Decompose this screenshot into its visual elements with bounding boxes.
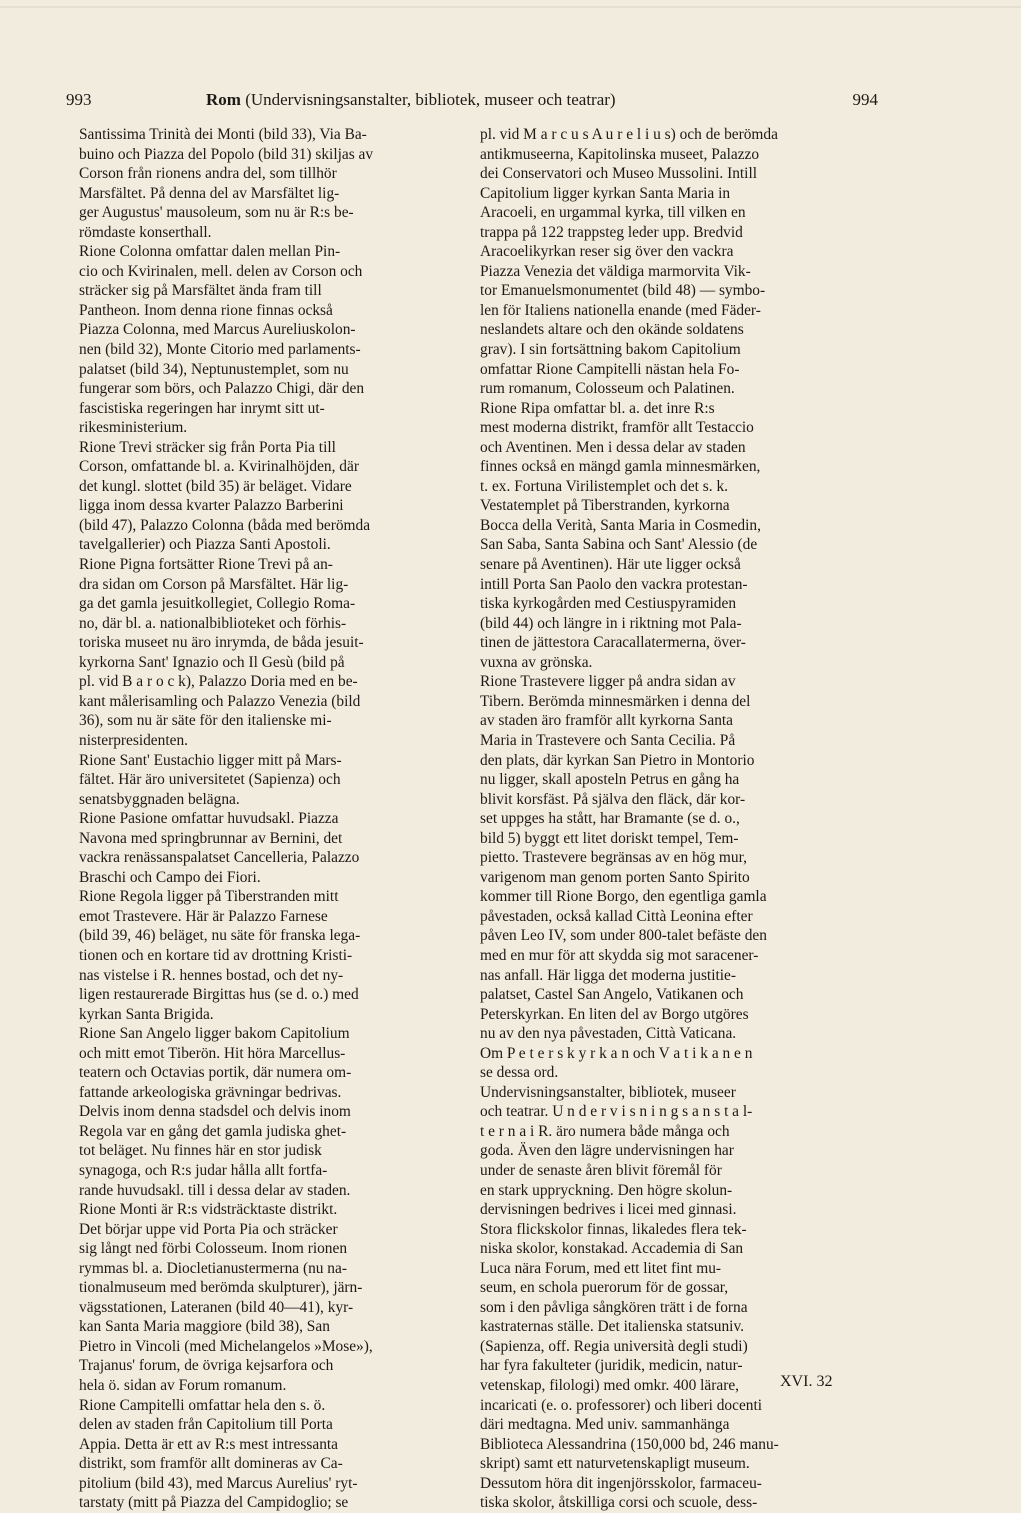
text-line: påvestaden, också kallad Città Leonina efter bbox=[480, 907, 753, 925]
text-line: nas vistelse i R. hennes bostad, och det ny- bbox=[79, 966, 344, 984]
text-line: Det börjar uppe vid Porta Pia och sträcker bbox=[79, 1220, 338, 1238]
text-line: dra sidan om Corson på Marsfältet. Här lig- bbox=[79, 575, 349, 593]
page-top-edge bbox=[0, 6, 1021, 8]
text-line: intill Porta San Paolo den vackra protestan- bbox=[480, 575, 748, 593]
text-line: Vestatemplet på Tiberstranden, kyrkorna bbox=[480, 497, 730, 515]
text-line: dei Conservatori och Museo Mussolini. Intill bbox=[480, 165, 758, 183]
text-line: 36), som nu är säte för den italienske mi- bbox=[79, 712, 332, 730]
text-line: nu ligger, skall aposteln Petrus en gång ha bbox=[480, 771, 740, 789]
text-line: kant målerisamling och Palazzo Venezia (bild bbox=[79, 692, 361, 710]
text-line: tavelgallerier) och Piazza Santi Apostoli. bbox=[79, 536, 331, 554]
text-line: goda. Även den lägre undervisningen har bbox=[480, 1142, 734, 1160]
text-line: Piazza Venezia det väldiga marmorvita Vik- bbox=[480, 262, 751, 280]
text-line: av staden äro framför allt kyrkorna Santa bbox=[480, 712, 733, 730]
text-line: bild 5) byggt ett litet doriskt tempel, Tem- bbox=[480, 829, 739, 847]
text-line: vackra renässanspalatset Cancelleria, Palazzo bbox=[79, 849, 360, 867]
text-line: seum, en schola puerorum för de gossar, bbox=[480, 1279, 729, 1297]
text-line: se dessa ord. bbox=[480, 1064, 559, 1082]
text-line: rymmas bl. a. Diocletianustermerna (nu na- bbox=[79, 1259, 347, 1277]
text-line: (bild 39, 46) beläget, nu säte för franska lega- bbox=[79, 927, 361, 945]
text-line: teatern och Octavias portik, där numera om- bbox=[79, 1064, 352, 1082]
text-line: Appia. Detta är ett av R:s mest intressanta bbox=[79, 1435, 339, 1453]
page-number-right: 994 bbox=[852, 90, 878, 109]
text-line: delen av staden från Capitolium till Porta bbox=[79, 1416, 333, 1434]
text-line: antikmuseerna, Kapitolinska museet, Palazzo bbox=[480, 145, 760, 163]
text-line: fattande arkeologiska grävningar bedrivas. bbox=[79, 1083, 342, 1101]
text-line: Rione Trastevere ligger på andra sidan av bbox=[480, 673, 736, 691]
text-line: Tibern. Berömda minnesmärken i denna del bbox=[480, 692, 751, 710]
text-line: det kungl. slottet (bild 35) är beläget. Vidare bbox=[79, 477, 352, 495]
text-line: Aracoeli, en urgammal kyrka, till vilken en bbox=[480, 204, 746, 222]
text-line: palatset (bild 34), Neptunustemplet, som nu bbox=[79, 360, 349, 378]
text-line: Braschi och Campo dei Fiori. bbox=[79, 868, 261, 886]
text-line: nu av den nya påvestaden, Città Vaticana. bbox=[480, 1025, 737, 1043]
text-line: niska skolor, konstakad. Accademia di San bbox=[480, 1240, 744, 1258]
text-line: tarstaty (mitt på Piazza del Campidoglio; se bbox=[79, 1494, 349, 1512]
text-line: Trajanus' forum, de övriga kejsarfora och bbox=[79, 1357, 334, 1375]
text-line: tor Emanuelsmonumentet (bild 48) — symbo- bbox=[480, 282, 766, 300]
text-line: nen (bild 32), Monte Citorio med parlaments- bbox=[79, 341, 361, 359]
text-line: pl. vid M a r c u s A u r e l i u s) och de berömda bbox=[480, 126, 778, 143]
text-line: kastraternas ställe. Det italienska statsuniv. bbox=[480, 1318, 744, 1336]
text-line: hela ö. sidan av Forum romanum. bbox=[79, 1377, 287, 1394]
text-line: Delvis inom denna stadsdel och delvis inom bbox=[79, 1103, 351, 1121]
text-line: har fyra fakulteter (juridik, medicin, natur- bbox=[480, 1357, 743, 1375]
text-line: toriska museet nu äro inrymda, de båda jesuit- bbox=[79, 634, 364, 652]
text-line: omfattar Rione Campitelli nästan hela Fo- bbox=[480, 360, 740, 378]
text-line: pl. vid B a r o c k), Palazzo Doria med en be- bbox=[79, 673, 358, 691]
text-line: pitolium (bild 43), med Marcus Aurelius' ryt- bbox=[79, 1474, 358, 1492]
text-line: trappa på 122 trappsteg leder upp. Bredvid bbox=[480, 223, 743, 241]
text-line: Luca nära Forum, med ett litet fint mu- bbox=[480, 1259, 722, 1277]
text-line: ligga inom dessa kvarter Palazzo Barberini bbox=[79, 497, 344, 515]
text-line: skript) samt ett naturvetenskapligt museum. bbox=[480, 1455, 750, 1473]
text-line: ga det gamla jesuitkollegiet, Collegio Roma- bbox=[79, 595, 356, 613]
text-line: Rione Pigna fortsätter Rione Trevi på an- bbox=[79, 556, 333, 574]
running-header bbox=[66, 90, 878, 116]
signature-mark: XVI. 32 bbox=[780, 1373, 833, 1390]
text-line: mest moderna distrikt, framför allt Testaccio bbox=[480, 419, 754, 437]
text-line: t e r n a i R. äro numera både många och bbox=[480, 1122, 730, 1140]
text-line: San Saba, Santa Sabina och Sant' Alessio (de bbox=[480, 536, 758, 554]
text-line: kan Santa Maria maggiore (bild 38), San bbox=[79, 1318, 330, 1336]
text-line: däri medtagna. Med univ. sammanhänga bbox=[480, 1416, 730, 1434]
text-line: vuxna av grönska. bbox=[480, 653, 593, 671]
text-line: Navona med springbrunnar av Bernini, det bbox=[79, 829, 343, 847]
text-line: och Aventinen. Men i dessa delar av staden bbox=[480, 438, 746, 456]
text-line: varigenom man genom porten Santo Spirito bbox=[480, 868, 750, 886]
text-line: som i den påvliga sångkören trätt i de forna bbox=[480, 1298, 748, 1316]
text-line: Dessutom höra dit ingenjörsskolor, farmaceu- bbox=[480, 1474, 762, 1492]
text-line: grav). I sin fortsättning bakom Capitolium bbox=[480, 341, 741, 359]
text-line: Rione Regola ligger på Tiberstranden mitt bbox=[79, 888, 339, 906]
text-line: med en mur för att skydda sig mot saracener- bbox=[480, 946, 759, 964]
text-line: fältet. Här äro universitetet (Sapienza) och bbox=[79, 771, 341, 789]
text-line: Corson, omfattande bl. a. Kvirinalhöjden, där bbox=[79, 458, 359, 476]
text-line: palatset, Castel San Angelo, Vatikanen och bbox=[480, 986, 744, 1004]
text-line: kyrkorna Sant' Ignazio och Il Gesù (bild på bbox=[79, 653, 345, 671]
text-line: (bild 44) och längre in i riktning mot Pala- bbox=[480, 614, 742, 632]
text-line: Rione Monti är R:s vidsträcktaste distrikt. bbox=[79, 1201, 338, 1219]
text-line: kyrkan Santa Brigida. bbox=[79, 1005, 214, 1023]
text-line: dervisningen bedrives i licei med ginnasi. bbox=[480, 1201, 737, 1219]
text-line: fascistiska regeringen har inrymt sitt ut- bbox=[79, 399, 325, 417]
text-line: distrikt, som framför allt domineras av Ca- bbox=[79, 1455, 343, 1473]
page-number-left: 993 bbox=[66, 90, 92, 109]
left-column bbox=[79, 125, 457, 1513]
text-line: den plats, där kyrkan San Pietro in Montorio bbox=[480, 751, 755, 769]
text-line: Rione Pasione omfattar huvudsakl. Piazza bbox=[79, 810, 339, 828]
text-line: Biblioteca Alessandrina (150,000 bd, 246 manu- bbox=[480, 1435, 779, 1453]
text-line: Piazza Colonna, med Marcus Aureliuskolon- bbox=[79, 321, 356, 339]
text-line: emot Trastevere. Här är Palazzo Farnese bbox=[79, 907, 328, 925]
text-line: no, där bl. a. nationalbiblioteket och förhis- bbox=[79, 614, 347, 632]
text-line: buino och Piazza del Popolo (bild 31) skiljas av bbox=[79, 145, 374, 163]
text-line: ligen restaurerade Birgittas hus (se d. o.) med bbox=[79, 986, 359, 1004]
text-line: rande huvudsakl. till i dessa delar av staden. bbox=[79, 1181, 351, 1199]
text-line: vetenskap, filologi) med omkr. 400 lärare, bbox=[480, 1377, 740, 1394]
text-line: neslandets altare och den okände soldatens bbox=[480, 321, 744, 339]
text-line: Rione San Angelo ligger bakom Capitolium bbox=[79, 1025, 350, 1043]
text-line: cio och Kvirinalen, mell. delen av Corson och bbox=[79, 262, 363, 280]
text-line: tiska kyrkogården med Cestiuspyramiden bbox=[480, 595, 737, 613]
text-line: römdaste konserthall. bbox=[79, 223, 212, 241]
text-line: finnes också en mängd gamla minnesmärken, bbox=[480, 458, 761, 476]
running-title-main: Rom bbox=[206, 90, 241, 109]
text-line: och mitt emot Tiberön. Hit höra Marcellus- bbox=[79, 1044, 346, 1062]
text-line: rum romanum, Colosseum och Palatinen. bbox=[480, 380, 735, 398]
text-line: sig långt ned förbi Colosseum. Inom rionen bbox=[79, 1240, 348, 1258]
text-line: blivit korsfäst. På själva den fläck, där kor- bbox=[480, 790, 746, 808]
text-line: Bocca della Verità, Santa Maria in Cosmedin, bbox=[480, 516, 761, 534]
text-line: ger Augustus' mausoleum, som nu är R:s be- bbox=[79, 204, 354, 222]
text-line: synagoga, och R:s judar hålla allt fortfa- bbox=[79, 1161, 328, 1179]
text-line: Aracoelikyrkan reser sig över den vackra bbox=[480, 243, 734, 261]
text-line: Rione Colonna omfattar dalen mellan Pin- bbox=[79, 243, 341, 261]
text-line: tot beläget. Nu finnes här en stor judisk bbox=[79, 1142, 322, 1160]
text-line: påven Leo IV, som under 800-talet befäste den bbox=[480, 927, 767, 945]
text-line: tiska skolor, åtskilliga corsi och scuole, dess- bbox=[480, 1494, 758, 1512]
text-line: senare på Aventinen). Här ute ligger också bbox=[480, 556, 741, 574]
text-line: rikesministerium. bbox=[79, 419, 188, 437]
text-line: Regola var en gång det gamla judiska ghet- bbox=[79, 1122, 347, 1140]
text-line: Corson från rionens andra del, som tillhör bbox=[79, 165, 337, 183]
text-line: tionen och en kortare tid av drottning Kristi- bbox=[79, 946, 353, 964]
text-line: Stora flickskolor finnas, likaledes flera tek- bbox=[480, 1220, 747, 1238]
text-line: Pantheon. Inom denna rione finnas också bbox=[79, 301, 333, 319]
text-line: Om P e t e r s k y r k a n och V a t i k a n e n bbox=[480, 1044, 753, 1062]
right-column bbox=[480, 125, 858, 1513]
text-line: senatsbyggnaden belägna. bbox=[79, 790, 240, 808]
text-line: Maria in Trastevere och Santa Cecilia. På bbox=[480, 731, 736, 749]
text-line: nisterpresidenten. bbox=[79, 731, 188, 749]
text-line: Rione Trevi sträcker sig från Porta Pia till bbox=[79, 438, 336, 456]
text-line: tionalmuseum med berömda skulpturer), järn- bbox=[79, 1279, 363, 1297]
text-line: (bild 47), Palazzo Colonna (båda med berömda bbox=[79, 516, 371, 534]
text-line: Marsfältet. På denna del av Marsfältet lig- bbox=[79, 184, 340, 202]
text-line: under de senaste åren blivit föremål för bbox=[480, 1161, 722, 1179]
text-line: en stark uppryckning. Den högre skolun- bbox=[480, 1181, 733, 1199]
text-line: pietto. Trastevere begränsas av en hög mur, bbox=[480, 849, 747, 867]
text-line: set uppges ha stått, har Bramante (se d. o., bbox=[480, 810, 740, 828]
text-line: (Sapienza, off. Regia università degli studi) bbox=[480, 1337, 748, 1355]
running-title-sub: (Undervisningsanstalter, bibliotek, museer och teatrar) bbox=[245, 90, 616, 109]
text-line: Santissima Trinità dei Monti (bild 33), Via Ba- bbox=[79, 126, 367, 143]
text-line: Rione Campitelli omfattar hela den s. ö. bbox=[79, 1396, 326, 1414]
text-line: vägsstationen, Lateranen (bild 40—41), kyr- bbox=[79, 1298, 354, 1316]
text-line: Peterskyrkan. En liten del av Borgo utgöres bbox=[480, 1005, 749, 1023]
text-line: tinen de jättestora Caracallatermerna, över- bbox=[480, 634, 746, 652]
text-line: t. ex. Fortuna Virilistemplet och det s. k. bbox=[480, 477, 729, 495]
text-line: och teatrar. U n d e r v i s n i n g s a n s t a l- bbox=[480, 1103, 753, 1121]
text-line: Rione Ripa omfattar bl. a. det inre R:s bbox=[480, 399, 715, 417]
text-line: Capitolium ligger kyrkan Santa Maria in bbox=[480, 184, 731, 202]
text-line: Rione Sant' Eustachio ligger mitt på Mars- bbox=[79, 751, 342, 769]
text-line: sträcker sig på Marsfältet ända fram till bbox=[79, 282, 322, 300]
text-line: len för Italiens nationella enande (med Fäder- bbox=[480, 301, 761, 319]
text-line: incaricati (e. o. professorer) och liberi docenti bbox=[480, 1396, 763, 1414]
text-line: fungerar som börs, och Palazzo Chigi, där den bbox=[79, 380, 365, 398]
text-line: Pietro in Vincoli (med Michelangelos »Mose»), bbox=[79, 1337, 373, 1355]
text-line: kommer till Rione Borgo, den egentliga gamla bbox=[480, 888, 767, 906]
running-title bbox=[206, 90, 616, 110]
text-line: nas anfall. Här ligga det moderna justitie- bbox=[480, 966, 736, 984]
text-line: Undervisningsanstalter, bibliotek, museer bbox=[480, 1083, 736, 1101]
